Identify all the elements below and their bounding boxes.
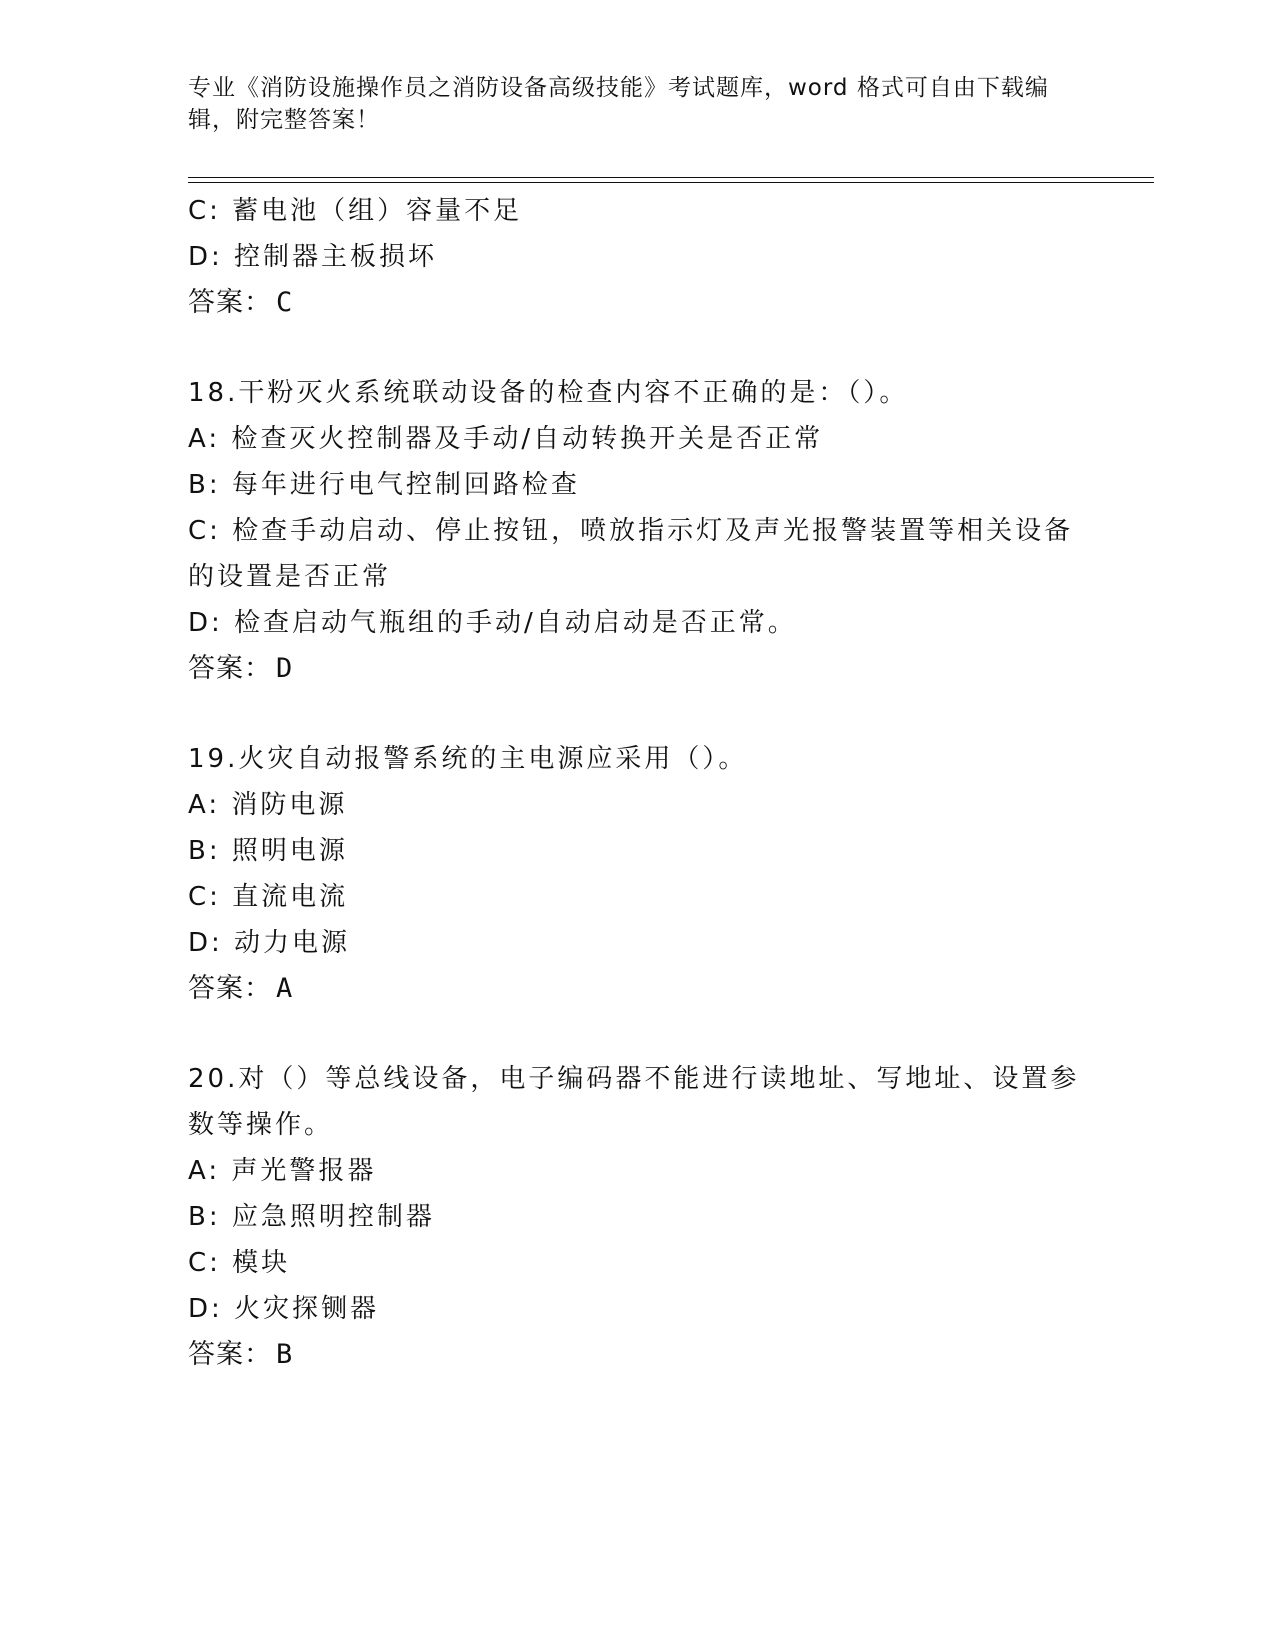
option-d: D: 控制器主板损坏 xyxy=(188,242,438,272)
question-block-20 xyxy=(188,1056,1088,1378)
option-a: A: 声光警报器 xyxy=(188,1156,377,1186)
header-rule-top xyxy=(188,177,1154,178)
question-gap xyxy=(188,1012,1088,1056)
answer-label: 答案： xyxy=(188,653,272,684)
question-stem: 18.干粉灭火系统联动设备的检查内容不正确的是：（）。 xyxy=(188,378,909,408)
question-gap xyxy=(188,326,1088,370)
option-b: B: 应急照明控制器 xyxy=(188,1202,435,1232)
question-content xyxy=(188,188,1088,1378)
option-d: D: 动力电源 xyxy=(188,928,351,958)
answer-value: D xyxy=(276,653,294,684)
question-stem: 19.火灾自动报警系统的主电源应采用（）。 xyxy=(188,744,748,774)
answer-label: 答案： xyxy=(188,287,272,318)
option-a: A: 消防电源 xyxy=(188,790,348,820)
option-c: C: 蓄电池（组）容量不足 xyxy=(188,196,523,226)
answer-label: 答案： xyxy=(188,1339,272,1370)
option-d: D: 火灾探铡器 xyxy=(188,1294,380,1324)
question-block-18 xyxy=(188,370,1088,692)
question-stem: 20.对（）等总线设备，电子编码器不能进行读地址、写地址、设置参数等操作。 xyxy=(188,1064,1080,1140)
answer-value: B xyxy=(276,1339,294,1370)
option-c: C: 直流电流 xyxy=(188,882,349,912)
question-block-17-continued xyxy=(188,188,1088,326)
option-b: B: 照明电源 xyxy=(188,836,348,866)
option-a: A: 检查灭火控制器及手动/自动转换开关是否正常 xyxy=(188,424,824,454)
option-d: D: 检查启动气瓶组的手动/自动启动是否正常。 xyxy=(188,608,797,638)
answer-line xyxy=(188,966,1088,1012)
answer-label: 答案： xyxy=(188,973,272,1004)
document-header: 专业《消防设施操作员之消防设备高级技能》考试题库，word 格式可自由下载编辑，附完整答案！ xyxy=(188,75,1049,133)
question-block-19 xyxy=(188,736,1088,1012)
answer-value: C xyxy=(276,287,294,318)
question-gap xyxy=(188,692,1088,736)
option-b: B: 每年进行电气控制回路检查 xyxy=(188,470,580,500)
answer-line xyxy=(188,1332,1088,1378)
option-c: C: 模块 xyxy=(188,1248,291,1278)
answer-line xyxy=(188,646,1088,692)
answer-value: A xyxy=(276,973,294,1004)
header-rule-bottom xyxy=(188,182,1154,183)
answer-line xyxy=(188,280,1088,326)
option-c: C: 检查手动启动、停止按钮，喷放指示灯及声光报警装置等相关设备的设置是否正常 xyxy=(188,516,1074,592)
